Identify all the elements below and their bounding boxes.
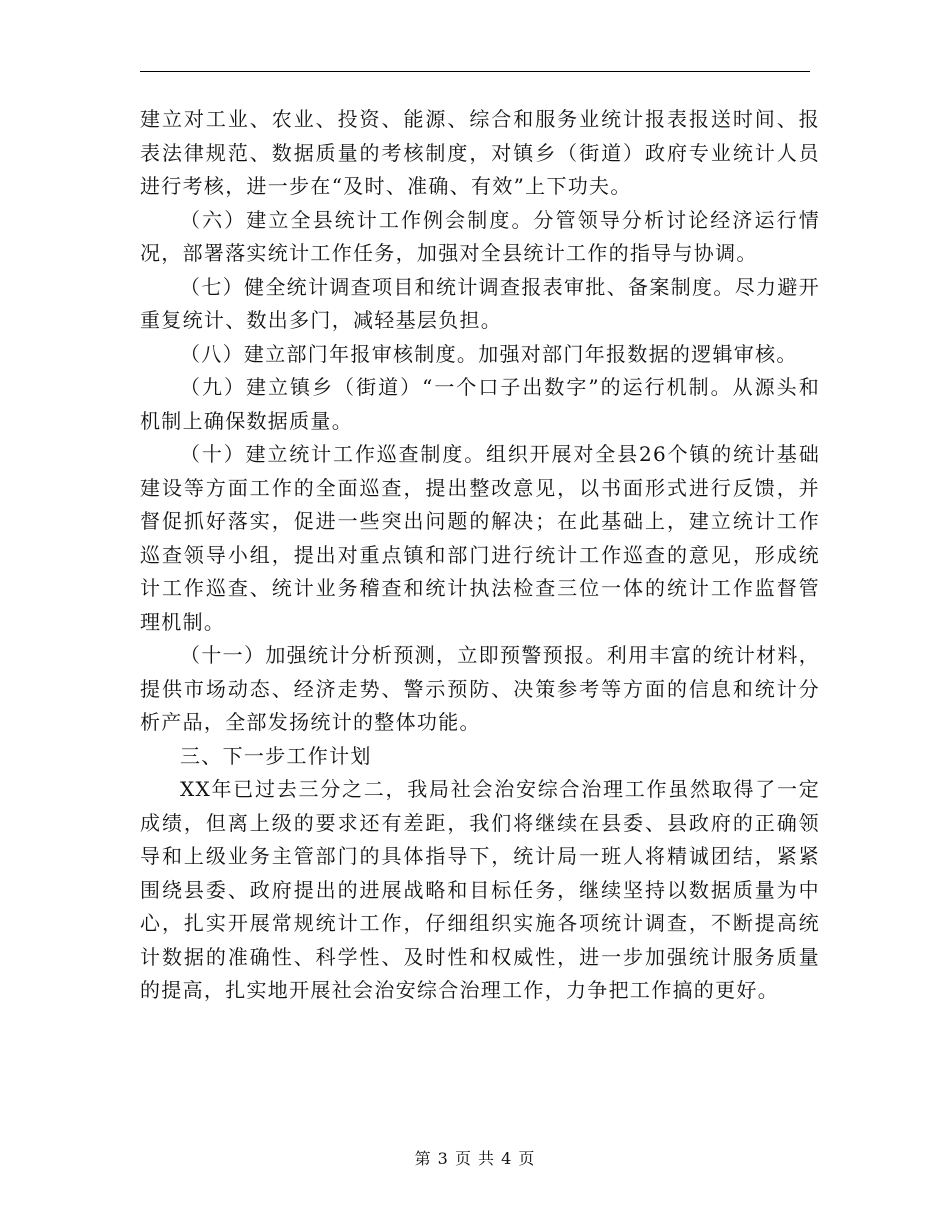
page-number-footer: 第 3 页 共 4 页 (414, 1149, 536, 1168)
paragraph-4: （八）建立部门年报审核制度。加强对部门年报数据的逻辑审核。 (180, 341, 798, 366)
paragraph-5: （九）建立镇乡（街道）“一个口子出数字”的运行机制。从源头和机制上确保数据质量。 (140, 375, 820, 433)
section-heading: 三、下一步工作计划 (180, 743, 372, 768)
paragraph-2: （六）建立全县统计工作例会制度。分管领导分析讨论经济运行情况，部署落实统计工作任务，加强对全县统计工作的指导与协调。 (140, 207, 820, 265)
document-body (140, 103, 820, 1008)
paragraph-3: （七）健全统计调查项目和统计调查报表审批、备案制度。尽力避开重复统计、数出多门，减轻基层负担。 (140, 274, 820, 332)
paragraph-1: 建立对工业、农业、投资、能源、综合和服务业统计报表报送时间、报表法律规范、数据质量的考核制度，对镇乡（街道）政府专业统计人员进行考核，进一步在“及时、准确、有效”上下功夫。 (140, 107, 820, 198)
paragraph-6: （十）建立统计工作巡查制度。组织开展对全县26个镇的统计基础建设等方面工作的全面巡查，提出整改意见，以书面形式进行反馈，并督促抓好落实，促进一些突出问题的解决；在此基础上，建立统计工作巡查领导小组，提出对重点镇和部门进行统计工作巡查的意见，形成统计工作巡查、统计业务稽查和统计执法检查三位一体的统计工作监督管理机制。 (140, 442, 820, 634)
paragraph-7: （十一）加强统计分析预测，立即预警预报。利用丰富的统计材料，提供市场动态、经济走势、警示预防、决策参考等方面的信息和统计分析产品，全部发扬统计的整体功能。 (140, 643, 820, 734)
paragraph-8: XX年已过去三分之二，我局社会治安综合治理工作虽然取得了一定成绩，但离上级的要求还有差距，我们将继续在县委、县政府的正确领导和上级业务主管部门的具体指导下，统计局一班人将精诚团结，紧紧围绕县委、政府提出的进展战略和目标任务，继续坚持以数据质量为中心，扎实开展常规统计工作，仔细组织实施各项统计调查，不断提高统计数据的准确性、科学性、及时性和权威性，进一步加强统计服务质量的提高，扎实地开展社会治安综合治理工作，力争把工作搞的更好。 (140, 777, 820, 1002)
header-rule (140, 71, 810, 72)
